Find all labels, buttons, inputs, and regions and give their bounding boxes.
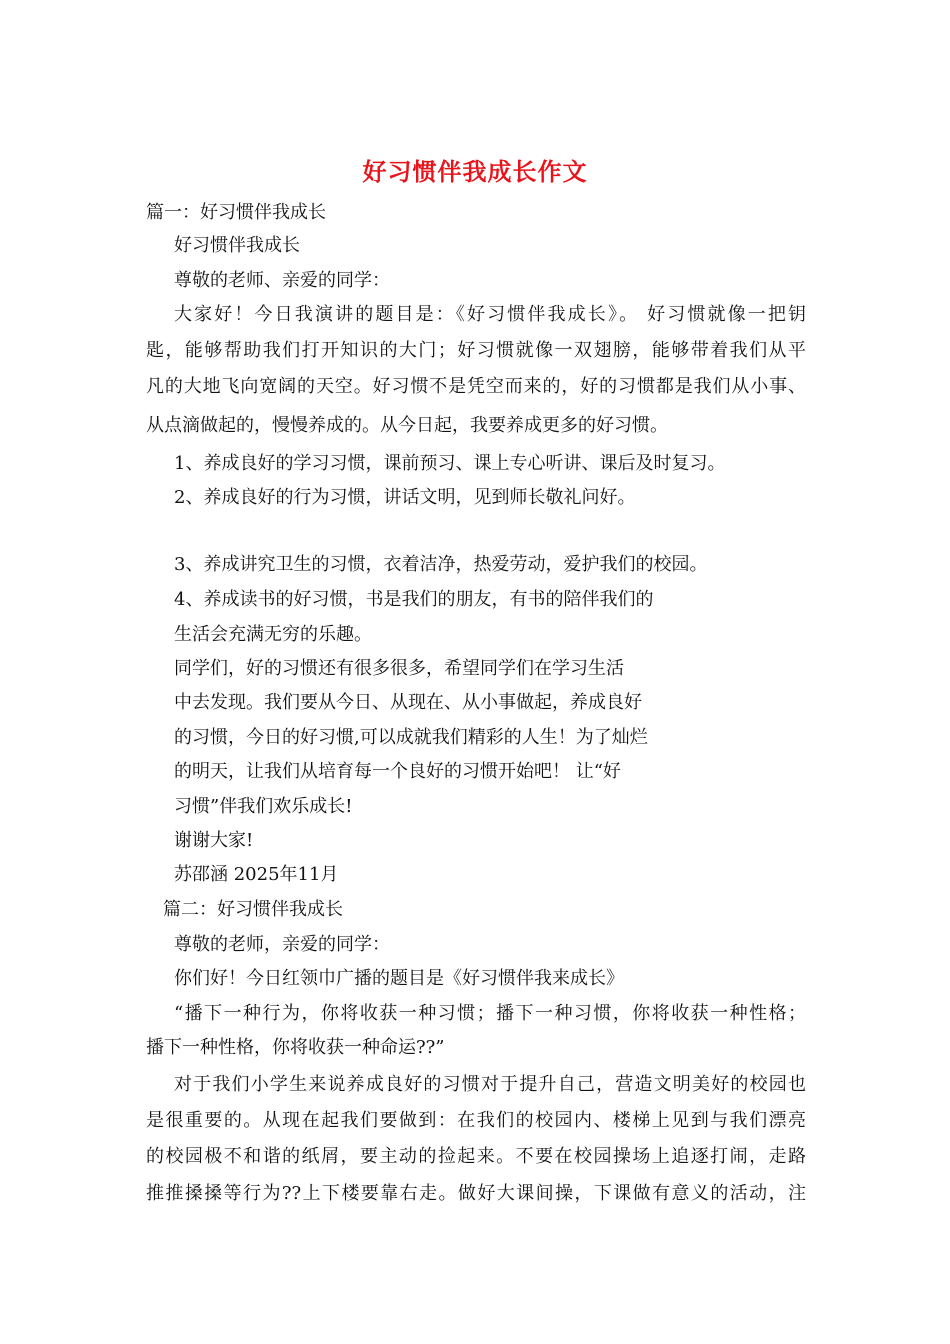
paragraph-line: 你们好！今日红领巾广播的题目是《好习惯伴我来成长》 — [174, 968, 624, 989]
paragraph-line: 习惯”伴我们欢乐成长! — [174, 796, 353, 817]
paragraph-line: 同学们，好的习惯还有很多很多，希望同学们在学习生活 — [174, 658, 624, 679]
signature: 苏邵涵 2025年11月 — [174, 864, 339, 885]
paragraph-line: 凡的大地飞向宽阔的天空。好习惯不是凭空而来的，好的习惯都是我们从小事、 — [146, 376, 806, 397]
list-item: 3、养成讲究卫生的习惯，衣着洁净，热爱劳动，爱护我们的校园。 — [174, 554, 708, 575]
greeting: 尊敬的老师、亲爱的同学： — [174, 270, 390, 291]
paragraph-line: 从点滴做起的，慢慢养成的。从今日起，我要养成更多的好习惯。 — [146, 415, 668, 436]
paragraph-line: 生活会充满无穷的乐趣。 — [174, 624, 372, 645]
paragraph-line: 对于我们小学生来说养成良好的习惯对于提升自己，营造文明美好的校园也 — [174, 1074, 806, 1095]
paragraph-line: 匙，能够帮助我们打开知识的大门；好习惯就像一双翅膀，能够带着我们从平 — [146, 340, 806, 361]
paragraph-line: 的明天，让我们从培育每一个良好的习惯开始吧！ 让“好 — [174, 761, 621, 782]
list-item: 1、养成良好的学习习惯，课前预习、课上专心听讲、课后及时复习。 — [174, 453, 726, 474]
quote-line: 播下一种性格，你将收获一种命运??” — [146, 1037, 445, 1058]
quote-line: “播下一种行为，你将收获一种习惯；播下一种习惯，你将收获一种性格； — [174, 1003, 806, 1024]
paragraph-line: 推推搡搡等行为??上下楼要靠右走。做好大课间操，下课做有意义的活动，注 — [146, 1183, 806, 1204]
essay-title: 好习惯伴我成长 — [174, 235, 300, 256]
paragraph-line: 中去发现。我们要从今日、从现在、从小事做起，养成良好 — [174, 692, 642, 713]
paragraph-line: 大家好！今日我演讲的题目是：《好习惯伴我成长》。 好习惯就像一把钥 — [174, 304, 806, 325]
document-title: 好习惯伴我成长作文 — [362, 157, 588, 186]
section-heading-1: 篇一：好习惯伴我成长 — [146, 202, 326, 223]
closing: 谢谢大家! — [174, 830, 254, 851]
paragraph-line: 是很重要的。从现在起我们要做到：在我们的校园内、楼梯上见到与我们漂亮 — [146, 1110, 806, 1131]
paragraph-line: 的习惯，今日的好习惯,可以成就我们精彩的人生！为了灿烂 — [174, 727, 648, 748]
section-heading-2: 篇二：好习惯伴我成长 — [163, 899, 343, 920]
list-item: 4、养成读书的好习惯，书是我们的朋友，有书的陪伴我们的 — [174, 589, 654, 610]
list-item: 2、养成良好的行为习惯，讲话文明，见到师长敬礼问好。 — [174, 487, 636, 508]
greeting: 尊敬的老师，亲爱的同学： — [174, 934, 390, 955]
paragraph-line: 的校园极不和谐的纸屑，要主动的捡起来。不要在校园操场上追逐打闹，走路 — [146, 1146, 806, 1167]
